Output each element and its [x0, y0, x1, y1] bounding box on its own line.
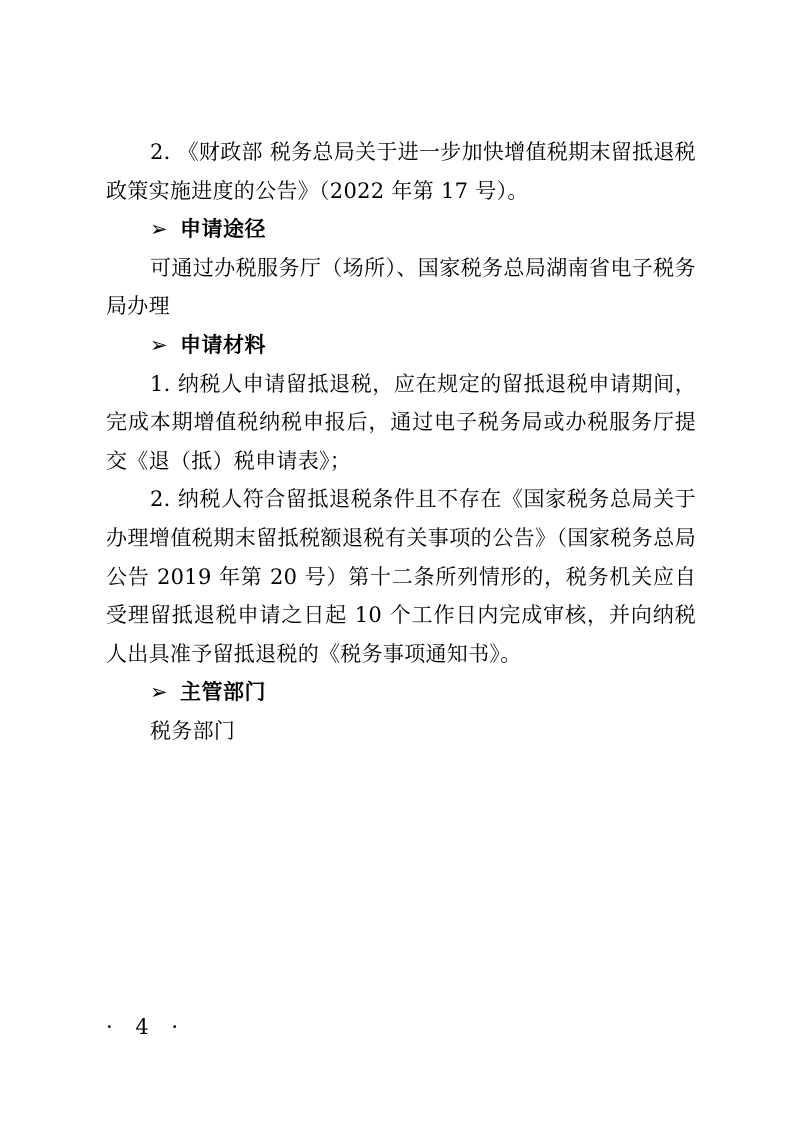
reference-paragraph: 2. 《财政部 税务总局关于进一步加快增值税期末留抵退税政策实施进度的公告》（2022 年第 17 号）。 [106, 140, 696, 203]
materials-paragraph-1: 1. 纳税人申请留抵退税，应在规定的留抵退税申请期间，完成本期增值税纳税申报后，通过电子税务局或办税服务厅提交《退（抵）税申请表》； [106, 371, 696, 473]
arrow-bullet-icon: ➢ [150, 217, 169, 242]
section-heading-application-channel [106, 210, 696, 249]
application-channel-paragraph: 可通过办税服务厅（场所）、国家税务总局湖南省电子税务局办理 [106, 255, 696, 319]
arrow-bullet-icon: ➢ [150, 680, 169, 705]
section-heading-application-materials [106, 326, 696, 365]
section-heading-label: 申请途径 [180, 217, 266, 242]
department-paragraph: 税务部门 [150, 718, 236, 743]
section-heading-competent-department [106, 673, 696, 712]
arrow-bullet-icon: ➢ [150, 332, 169, 357]
section-heading-label: 主管部门 [180, 680, 266, 705]
materials-paragraph-2: 2. 纳税人符合留抵退税条件且不存在《国家税务总局关于办理增值税期末留抵税额退税有关事项的公告》（国家税务总局公告 2019 年第 20 号）第十二条所列情形的，税务机关应自受理留抵退税申请之日起 10 个工作日内完成审核，并向纳税人出具准予留抵退税的《税务事项通知书》。 [106, 487, 696, 666]
document-body [106, 133, 696, 751]
page-number: · 4 · [106, 1015, 187, 1039]
section-heading-label: 申请材料 [180, 332, 266, 357]
